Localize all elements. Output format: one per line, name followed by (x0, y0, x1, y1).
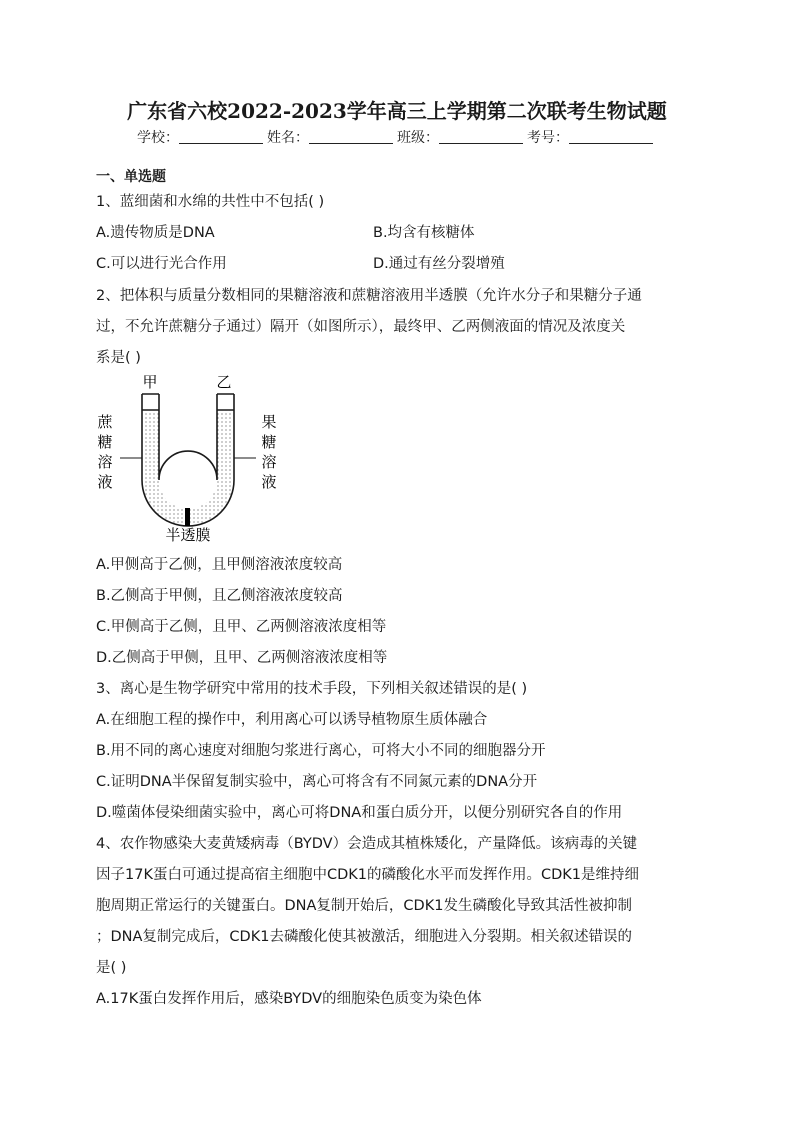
left-label-char-2: 糖 (97, 433, 113, 451)
q1-option-d[interactable]: D.通过有丝分裂增殖 (373, 256, 505, 272)
q4-stem-line-1: 4、农作物感染大麦黄矮病毒（BYDV）会造成其植株矮化，产量降低。该病毒的关键 (96, 836, 638, 852)
q3-option-a[interactable]: A.在细胞工程的操作中，利用离心可以诱导植物原生质体融合 (96, 712, 488, 728)
q4-option-a[interactable]: A.17K蛋白发挥作用后，感染BYDV的细胞染色质变为染色体 (96, 991, 482, 1007)
u-tube-diagram (92, 372, 282, 544)
q3-option-c[interactable]: C.证明DNA半保留复制实验中，离心可将含有不同氮元素的DNA分开 (96, 774, 538, 790)
school-blank[interactable] (179, 129, 263, 144)
exam-no-label: 考号： (527, 130, 569, 146)
q2-stem-line-1: 2、把体积与质量分数相同的果糖溶液和蔗糖溶液用半透膜（允许水分子和果糖分子通 (96, 288, 642, 304)
page-title: 广东省六校2022-2023学年高三上学期第二次联考生物试题 (127, 99, 667, 123)
left-label-char-3: 溶 (97, 453, 113, 471)
school-label: 学校： (137, 130, 179, 146)
name-label: 姓名： (267, 130, 309, 146)
student-info-row (0, 127, 794, 147)
membrane-label: 半透膜 (165, 526, 211, 544)
q3-stem: 3、离心是生物学研究中常用的技术手段，下列相关叙述错误的是( ) (96, 681, 528, 697)
q2-option-c[interactable]: C.甲侧高于乙侧，且甲、乙两侧溶液浓度相等 (96, 619, 387, 635)
q2-option-d[interactable]: D.乙侧高于甲侧，且甲、乙两侧溶液浓度相等 (96, 650, 388, 666)
q2-option-a[interactable]: A.甲侧高于乙侧，且甲侧溶液浓度较高 (96, 557, 343, 573)
q4-stem-line-3: 胞周期正常运行的关键蛋白。DNA复制开始后，CDK1发生磷酸化导致其活性被抑制 (96, 898, 632, 914)
q4-stem-line-4: ；DNA复制完成后，CDK1去磷酸化使其被激活，细胞进入分裂期。相关叙述错误的 (96, 929, 632, 945)
q1-option-a[interactable]: A.遗传物质是DNA (96, 225, 215, 241)
right-label-char-1: 果 (261, 413, 277, 431)
q2-stem-line-3: 系是( ) (96, 350, 141, 366)
q1-stem: 1、蓝细菌和水绵的共性中不包括( ) (96, 194, 325, 210)
exam-no-blank[interactable] (569, 129, 653, 144)
left-label-char-4: 液 (97, 473, 113, 491)
q4-stem-line-2: 因子17K蛋白可通过提高宿主细胞中CDK1的磷酸化水平而发挥作用。CDK1是维持细 (96, 867, 640, 883)
q1-option-b[interactable]: B.均含有核糖体 (373, 225, 475, 241)
q2-stem-line-2: 过，不允许蔗糖分子通过）隔开（如图所示），最终甲、乙两侧液面的情况及浓度关 (96, 319, 626, 335)
right-label-char-4: 液 (261, 473, 277, 491)
label-yi: 乙 (216, 373, 232, 391)
name-blank[interactable] (309, 129, 393, 144)
semipermeable-membrane (185, 508, 190, 526)
class-blank[interactable] (439, 129, 523, 144)
q3-option-b[interactable]: B.用不同的离心速度对细胞匀浆进行离心，可将大小不同的细胞器分开 (96, 743, 546, 759)
section-title: 一、单选题 (96, 169, 166, 185)
left-label-char-1: 蔗 (97, 413, 113, 431)
class-label: 班级： (397, 130, 439, 146)
q1-option-c[interactable]: C.可以进行光合作用 (96, 256, 227, 272)
right-label-char-2: 糖 (261, 433, 277, 451)
right-label-char-3: 溶 (261, 453, 277, 471)
q3-option-d[interactable]: D.噬菌体侵染细菌实验中，离心可将DNA和蛋白质分开，以便分别研究各自的作用 (96, 805, 623, 821)
q4-stem-line-5: 是( ) (96, 960, 127, 976)
tube-inner-wall (159, 394, 217, 480)
label-jia: 甲 (142, 373, 158, 391)
q2-option-b[interactable]: B.乙侧高于甲侧，且乙侧溶液浓度较高 (96, 588, 343, 604)
